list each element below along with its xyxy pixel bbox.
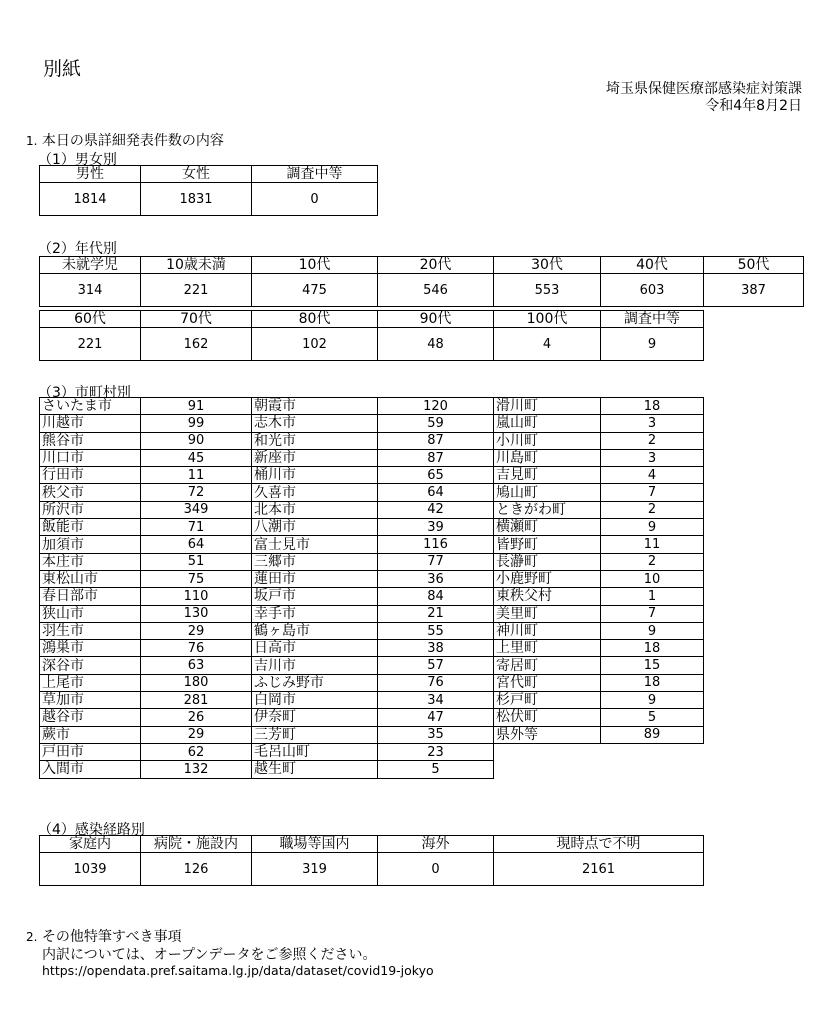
municipality-count: 42 [378,501,494,518]
municipality-count: 45 [141,449,252,466]
municipality-count: 18 [601,674,704,691]
municipality-row [40,449,704,466]
municipality-count: 18 [601,640,704,657]
age-header-cell: 10歳未満 [141,257,252,274]
municipality-name: 越生町 [252,761,378,778]
municipality-name: ときがわ町 [494,501,601,518]
municipality-name: 小川町 [494,432,601,449]
municipality-count: 26 [141,709,252,726]
municipality-name: 深谷市 [40,657,141,674]
municipality-name [494,743,601,760]
municipality-name: 狭山市 [40,605,141,622]
gender-header-cell: 男性 [40,166,141,183]
municipality-name: 嵐山町 [494,415,601,432]
municipality-name: 入間市 [40,761,141,778]
municipality-count: 87 [378,432,494,449]
age-value-cell: 48 [378,328,494,361]
municipality-count: 55 [378,622,494,639]
municipality-name: 鴻巣市 [40,640,141,657]
municipality-row [40,432,704,449]
age-header-row [40,311,704,328]
municipality-name: 熊谷市 [40,432,141,449]
municipality-name: 蕨市 [40,726,141,743]
municipality-name: 小鹿野町 [494,570,601,587]
municipality-count: 2 [601,432,704,449]
municipality-name: 白岡市 [252,692,378,709]
municipality-name: 上尾市 [40,674,141,691]
municipality-count: 84 [378,588,494,605]
municipality-count: 76 [378,674,494,691]
gender-table [39,165,378,216]
age-header-cell: 調査中等 [601,311,704,328]
municipality-count: 57 [378,657,494,674]
age-value-cell: 9 [601,328,704,361]
municipality-row [40,692,704,709]
municipality-name: 飯能市 [40,519,141,536]
municipality-row [40,519,704,536]
municipality-count: 130 [141,605,252,622]
municipality-row [40,398,704,415]
age-value-row [40,328,704,361]
municipality-name: 吉川市 [252,657,378,674]
age-value-cell: 475 [252,274,378,307]
municipality-name: 鳩山町 [494,484,601,501]
age-header-cell: 70代 [141,311,252,328]
municipality-count: 59 [378,415,494,432]
municipality-name: 本庄市 [40,553,141,570]
gender-value-cell: 1831 [141,183,252,216]
route-header-row [40,836,704,853]
municipality-count: 99 [141,415,252,432]
age-header-cell: 60代 [40,311,141,328]
municipality-name: 上里町 [494,640,601,657]
municipality-count: 35 [378,726,494,743]
route-table [39,835,704,886]
section1-title: 本日の県詳細発表件数の内容 [41,133,224,149]
municipality-row [40,415,704,432]
department-name: 埼玉県保健医療部感染症対策課 [606,81,802,97]
municipality-name: 県外等 [494,726,601,743]
municipality-name: 加須市 [40,536,141,553]
municipality-count: 116 [378,536,494,553]
municipality-count: 89 [601,726,704,743]
municipality-name: 志木市 [252,415,378,432]
municipality-row [40,570,704,587]
route-value-cell: 319 [252,853,378,886]
municipality-count: 11 [601,536,704,553]
section1-number: 1. [26,134,38,148]
municipality-name: 八潮市 [252,519,378,536]
route-value-cell: 126 [141,853,252,886]
municipality-name: 朝霞市 [252,398,378,415]
municipality-count: 9 [601,692,704,709]
age-header-cell: 90代 [378,311,494,328]
gender-title: （1）男女別 [38,152,117,168]
municipality-row [40,536,704,553]
municipality-name: 川口市 [40,449,141,466]
municipality-count: 3 [601,449,704,466]
age-table-2 [39,310,704,361]
age-header-cell: 100代 [494,311,601,328]
municipality-row [40,484,704,501]
municipality-name: 伊奈町 [252,709,378,726]
municipality-row [40,467,704,484]
municipality-row [40,674,704,691]
gender-value-row [40,183,378,216]
municipality-name: 坂戸市 [252,588,378,605]
municipality-count: 91 [141,398,252,415]
section2-heading [26,926,182,946]
municipality-row [40,709,704,726]
route-value-cell: 1039 [40,853,141,886]
route-header-cell: 職場等国内 [252,836,378,853]
municipality-name: 桶川市 [252,467,378,484]
municipality-count: 7 [601,605,704,622]
municipality-count: 62 [141,743,252,760]
municipality-count: 9 [601,519,704,536]
age-header-cell: 未就学児 [40,257,141,274]
municipality-count: 110 [141,588,252,605]
municipality-name: 東秩父村 [494,588,601,605]
municipality-name: 皆野町 [494,536,601,553]
age-header-cell: 80代 [252,311,378,328]
municipality-count: 87 [378,449,494,466]
age-value-cell: 387 [704,274,804,307]
municipality-row [40,761,704,778]
municipality-count: 15 [601,657,704,674]
municipality-count: 9 [601,622,704,639]
municipality-count: 65 [378,467,494,484]
municipality-name: 杉戸町 [494,692,601,709]
municipality-name: 春日部市 [40,588,141,605]
municipality-count: 23 [378,743,494,760]
municipality-count [601,761,704,778]
municipality-name: 北本市 [252,501,378,518]
municipality-name: 美里町 [494,605,601,622]
route-header-cell: 現時点で不明 [494,836,704,853]
municipality-name: 三郷市 [252,553,378,570]
age-value-cell: 221 [141,274,252,307]
gender-value-cell: 0 [252,183,378,216]
age-value-cell: 546 [378,274,494,307]
route-header-cell: 病院・施設内 [141,836,252,853]
municipality-count: 72 [141,484,252,501]
route-header-cell: 家庭内 [40,836,141,853]
age-header-cell: 10代 [252,257,378,274]
municipality-row [40,501,704,518]
municipality-row [40,743,704,760]
municipality-count: 281 [141,692,252,709]
age-value-cell: 553 [494,274,601,307]
municipality-name: 鶴ヶ島市 [252,622,378,639]
age-table-1 [39,256,804,307]
municipality-row [40,588,704,605]
municipality-name: 川島町 [494,449,601,466]
municipality-name: 秩父市 [40,484,141,501]
municipality-count: 2 [601,501,704,518]
municipality-name: 久喜市 [252,484,378,501]
municipality-name: 寄居町 [494,657,601,674]
municipality-count: 64 [378,484,494,501]
municipality-count: 34 [378,692,494,709]
age-value-row [40,274,804,307]
municipality-name: 幸手市 [252,605,378,622]
municipality-name: 越谷市 [40,709,141,726]
age-value-cell: 603 [601,274,704,307]
gender-value-cell: 1814 [40,183,141,216]
municipality-count: 1 [601,588,704,605]
municipality-name: 滑川町 [494,398,601,415]
route-value-cell: 0 [378,853,494,886]
municipality-name: 川越市 [40,415,141,432]
municipality-row [40,605,704,622]
municipality-name: 新座市 [252,449,378,466]
municipality-count: 5 [601,709,704,726]
attachment-label: 別紙 [43,58,82,80]
municipality-count: 349 [141,501,252,518]
municipality-count: 2 [601,553,704,570]
municipality-name: 草加市 [40,692,141,709]
age-header-row [40,257,804,274]
age-value-cell: 4 [494,328,601,361]
municipality-row [40,622,704,639]
municipality-count: 21 [378,605,494,622]
municipality-name: 行田市 [40,467,141,484]
municipality-name: 吉見町 [494,467,601,484]
section2-note: 内訳については、オープンデータをご参照ください。 [42,947,377,963]
municipality-count: 29 [141,622,252,639]
municipality-name: 蓮田市 [252,570,378,587]
age-value-cell: 102 [252,328,378,361]
municipality-count: 64 [141,536,252,553]
municipality-name: さいたま市 [40,398,141,415]
municipality-row [40,726,704,743]
municipality-row [40,657,704,674]
municipality-name: 戸田市 [40,743,141,760]
municipality-name [494,761,601,778]
route-header-cell: 海外 [378,836,494,853]
route-value-row [40,853,704,886]
report-date: 令和4年8月2日 [705,98,802,114]
municipality-name: 羽生市 [40,622,141,639]
municipality-count: 120 [378,398,494,415]
municipality-count: 51 [141,553,252,570]
gender-header-row [40,166,378,183]
municipality-name: 神川町 [494,622,601,639]
municipality-count: 38 [378,640,494,657]
age-header-cell: 20代 [378,257,494,274]
route-title: （4）感染経路別 [38,822,145,838]
municipality-count: 75 [141,570,252,587]
age-header-cell: 50代 [704,257,804,274]
age-header-cell: 30代 [494,257,601,274]
municipality-count: 180 [141,674,252,691]
age-value-cell: 314 [40,274,141,307]
municipality-name: 松伏町 [494,709,601,726]
age-value-cell: 162 [141,328,252,361]
municipality-name: 富士見市 [252,536,378,553]
municipality-name: 長瀞町 [494,553,601,570]
opendata-link[interactable]: https://opendata.pref.saitama.lg.jp/data/dataset/covid19-jokyo [42,963,434,978]
gender-header-cell: 調査中等 [252,166,378,183]
municipality-count: 18 [601,398,704,415]
municipality-count: 10 [601,570,704,587]
municipality-count: 5 [378,761,494,778]
municipality-count: 63 [141,657,252,674]
age-value-cell: 221 [40,328,141,361]
section2-number: 2. [26,930,38,944]
municipality-count: 77 [378,553,494,570]
section1-heading [26,130,224,150]
municipality-name: 和光市 [252,432,378,449]
municipality-count: 4 [601,467,704,484]
municipality-count: 71 [141,519,252,536]
gender-header-cell: 女性 [141,166,252,183]
municipality-name: ふじみ野市 [252,674,378,691]
municipality-count: 7 [601,484,704,501]
municipality-name: 毛呂山町 [252,743,378,760]
municipality-count: 36 [378,570,494,587]
municipality-count [601,743,704,760]
municipality-count: 47 [378,709,494,726]
section2-title: その他特筆すべき事項 [41,929,182,945]
municipality-name: 所沢市 [40,501,141,518]
municipality-count: 3 [601,415,704,432]
municipality-name: 宮代町 [494,674,601,691]
municipality-count: 39 [378,519,494,536]
municipality-count: 11 [141,467,252,484]
municipality-count: 29 [141,726,252,743]
municipality-title: （3）市町村別 [38,385,131,401]
age-header-cell: 40代 [601,257,704,274]
age-title: （2）年代別 [38,241,117,257]
municipality-count: 90 [141,432,252,449]
municipality-name: 横瀬町 [494,519,601,536]
municipality-name: 東松山市 [40,570,141,587]
municipality-name: 三芳町 [252,726,378,743]
route-value-cell: 2161 [494,853,704,886]
municipality-row [40,640,704,657]
municipality-name: 日高市 [252,640,378,657]
municipality-row [40,553,704,570]
municipality-count: 76 [141,640,252,657]
municipality-count: 132 [141,761,252,778]
municipality-table [39,397,704,779]
